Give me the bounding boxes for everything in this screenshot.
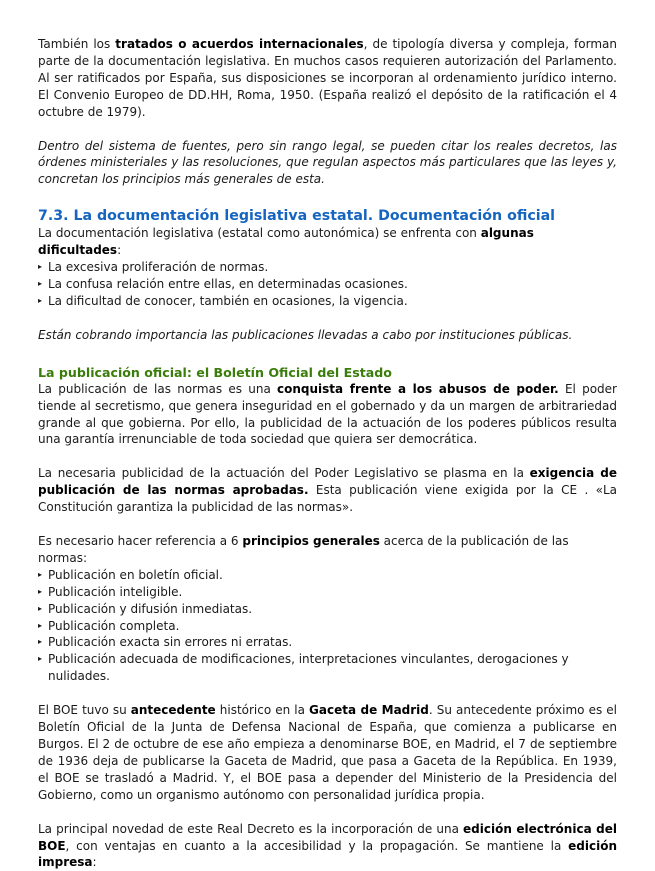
bold-text: Gaceta de Madrid — [309, 703, 429, 718]
text: histórico en la — [215, 703, 310, 718]
bold-text: algunas dificultades — [38, 226, 534, 258]
list-item: ▸ La confusa relación entre ellas, en determinadas ocasiones. — [38, 276, 408, 291]
bullet-icon: ▸ — [38, 262, 43, 272]
bold-text: conquista frente a los abusos de poder. — [277, 381, 559, 396]
bold-text: edición impresa — [38, 838, 617, 870]
text: Esta publicación viene exigida por la CE . «La Constitución garantiza la publicidad de las normas». — [38, 483, 618, 515]
list-item: ▸ Publicación exacta sin errores ni erratas. — [38, 635, 293, 650]
text: La principal novedad de este Real Decreto es la incorporación de una — [38, 821, 464, 836]
principles-list — [38, 567, 617, 685]
difficulties-list — [38, 259, 617, 310]
bullet-icon: ▸ — [38, 603, 43, 613]
bullet-icon: ▸ — [38, 654, 43, 664]
bullet-icon: ▸ — [38, 278, 43, 288]
text: La publicación de las normas es una — [38, 381, 278, 396]
document-page — [38, 36, 617, 871]
text: Es necesario hacer referencia a 6 — [38, 534, 243, 549]
paragraph-fuentes: Dentro del sistema de fuentes, pero sin rango legal, se pueden citar los reales decretos, las órdenes ministeriales y las resoluciones, que regulan aspectos más particulares que las leyes y, concretan los principios más generales de esta. — [38, 138, 617, 187]
paragraph-publicidad — [38, 465, 617, 516]
list-item: ▸ Publicación y difusión inmediatas. — [38, 601, 253, 616]
text: El BOE tuvo su — [38, 703, 131, 718]
list-item: ▸ Publicación adecuada de modificaciones, interpretaciones vinculantes, derogaciones y nulidades. — [38, 652, 569, 684]
bold-text: edición electrónica del BOE — [38, 821, 617, 853]
bullet-icon: ▸ — [38, 637, 43, 647]
list-item: ▸ La excesiva proliferación de normas. — [38, 260, 269, 275]
bullet-icon: ▸ — [38, 295, 43, 305]
text: acerca de la publicación de las normas: — [38, 534, 569, 565]
list-item: ▸ Publicación en boletín oficial. — [38, 567, 223, 582]
text: También los — [38, 37, 116, 51]
list-item: ▸ La dificultad de conocer, también en ocasiones, la vigencia. — [38, 293, 408, 308]
text: . Su antecedente próximo es el Boletín Oficial de la Junta de Defensa Nacional de España, que comienza a publicarse en Burgos. El 2 de octubre de ese año empieza a denominarse BOE, en Madrid, el 7 de septiembre de 1936 deja de publicarse la Gaceta de Madrid, que pasa a Gaceta de la República. En 1939, el BOE se trasladó a Madrid. Y, el BOE pasa a depender del Ministerio de la Presidencia del Gobierno, como un organismo autónomo con personalidad jurídica propia. — [38, 703, 617, 802]
paragraph-edicion-electronica — [38, 821, 617, 871]
list-item: ▸ Publicación completa. — [38, 618, 180, 633]
bullet-icon: ▸ — [38, 620, 43, 630]
paragraph-boe-historia — [38, 702, 617, 803]
text: , con ventajas en cuanto a la accesibilidad y la propagación. Se mantiene la — [65, 838, 569, 853]
bullet-icon: ▸ — [38, 586, 43, 596]
text: : — [92, 855, 97, 870]
subsection-title: La publicación oficial: el Boletín Oficial del Estado — [38, 364, 392, 380]
text: : — [117, 243, 122, 258]
paragraph-dificultades — [38, 225, 617, 259]
bold-text: tratados o acuerdos internacionales — [115, 37, 364, 51]
bold-text: principios generales — [242, 534, 380, 549]
paragraph-tratados — [38, 36, 617, 121]
bold-text: antecedente — [130, 703, 216, 718]
paragraph-principios — [38, 533, 617, 567]
list-item: ▸ Publicación inteligible. — [38, 584, 183, 599]
text: El poder tiende al secretismo, que genera inseguridad en el gobernado y da un margen de arbitrariedad grande al que gobierna. Por ello, la publicidad de la actuación de los poderes públicos resulta una garantía irrenunciable de toda sociedad que quiera ser democrática. — [38, 381, 617, 447]
text: La necesaria publicidad de la actuación del Poder Legislativo se plasma en la — [38, 466, 530, 481]
bullet-icon: ▸ — [38, 569, 43, 579]
paragraph-conquista — [38, 381, 617, 449]
bold-text: exigencia de publicación de las normas aprobadas. — [38, 466, 618, 498]
text: La documentación legislativa (estatal como autonómica) se enfrenta con — [38, 226, 481, 241]
paragraph-instituciones: Están cobrando importancia las publicaciones llevadas a cabo por instituciones públicas. — [38, 327, 573, 342]
text: , de tipología diversa y compleja, forman parte de la documentación legislativa. En muchos casos requieren autorización del Parlamento. Al ser ratificados por España, sus disposiciones se incorporan al ordenamiento jurídico interno. El Convenio Europeo de DD.HH, Roma, 1950. (España realizó el depósito de la ratificación el 4 octubre de 1979). — [38, 37, 617, 119]
section-title: 7.3. La documentación legislativa estatal. Documentación oficial — [38, 208, 556, 225]
